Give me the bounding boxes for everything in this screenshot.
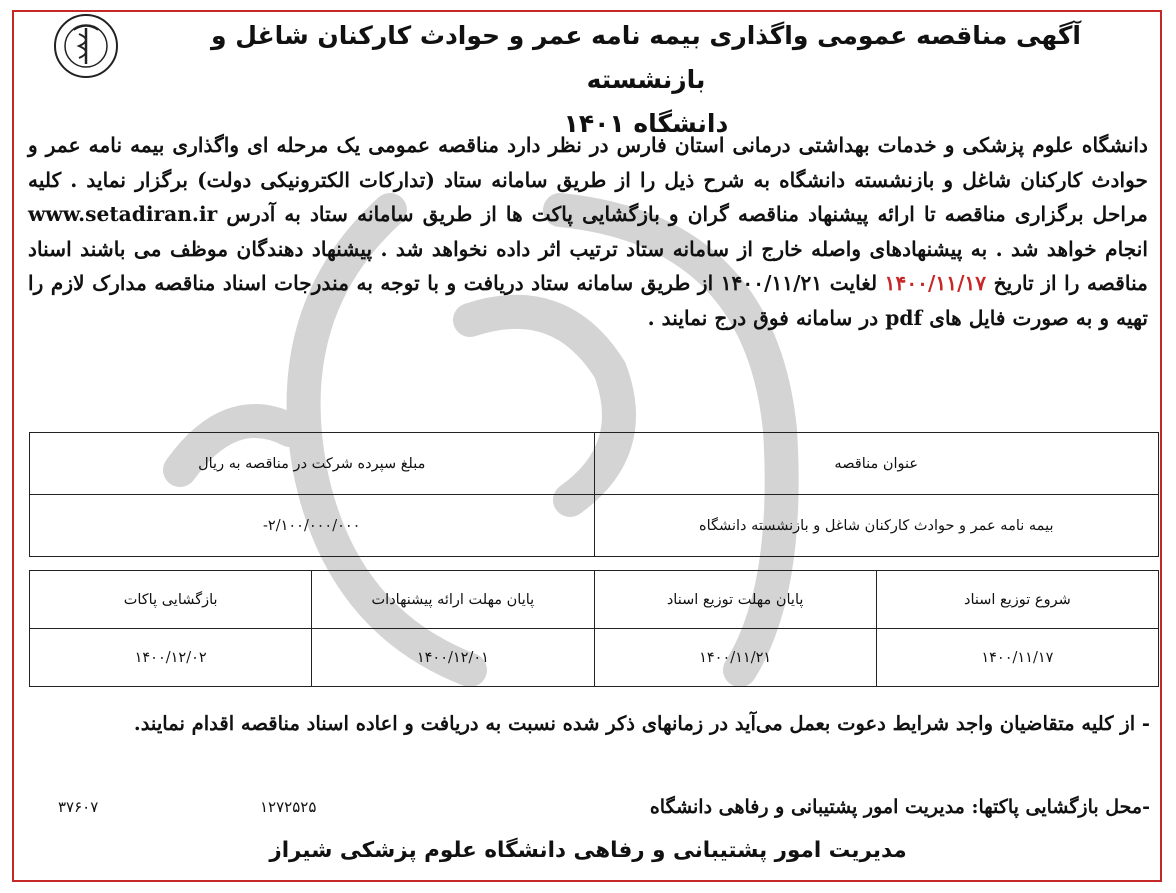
table-row (30, 629, 1159, 687)
table-cell: ۲/۱۰۰/۰۰۰/۰۰۰- (30, 495, 595, 557)
header-cell: پایان مهلت ارائه پیشنهادات (312, 571, 594, 629)
highlighted-date: ۱۴۰۰/۱۱/۱۷ (884, 271, 987, 295)
schedule-table (29, 570, 1159, 687)
table-cell: ۱۴۰۰/۱۱/۲۱ (594, 629, 876, 687)
header-cell: پایان مهلت توزیع اسناد (594, 571, 876, 629)
header-cell: بازگشایی پاکات (30, 571, 312, 629)
table-row (30, 433, 1159, 495)
opening-location: -محل بازگشایی پاکتها: مدیریت امور پشتیبانی و رفاهی دانشگاه (649, 796, 1150, 818)
notice-body (28, 128, 1148, 335)
university-seal-icon (52, 12, 120, 80)
signature-line: مدیریت امور پشتیبانی و رفاهی دانشگاه علوم پزشکی شیراز (269, 838, 907, 863)
table-row (30, 571, 1159, 629)
reference-code-1: ۱۲۷۲۵۲۵ (260, 798, 317, 816)
title-line-1: آگهی مناقصه عمومی واگذاری بیمه نامه عمر و حوادث کارکنان شاغل و بازنشسته (211, 21, 1081, 94)
header-cell: مبلغ سپرده شرکت در مناقصه به ریال (30, 433, 595, 495)
table-cell: بیمه نامه عمر و حوادث کارکنان شاغل و بازنشسته دانشگاه (594, 495, 1159, 557)
invitation-text: - از کلیه متقاضیان واجد شرایط دعوت بعمل می‌آید در زمانهای ذکر شده نسبت به دریافت و اعاده اسناد مناقصه اقدام نمایند. (133, 712, 1150, 735)
notice-title (196, 14, 1096, 146)
header-cell: شروع توزیع اسناد (876, 571, 1158, 629)
reference-code-2: ۳۷۶۰۷ (58, 798, 99, 816)
table-row (30, 495, 1159, 557)
header-cell: عنوان مناقصه (594, 433, 1159, 495)
body-part-2: لغایت ۱۴۰۰/۱۱/۲۱ از طریق سامانه ستاد دریافت و با توجه به مندرجات اسناد مناقصه مدارک لازم را تهیه و به صورت فایل های pdf در سامانه فوق درج نمایند . (28, 271, 1148, 330)
table-cell: ۱۴۰۰/۱۲/۰۱ (312, 629, 594, 687)
table-cell: ۱۴۰۰/۱۱/۱۷ (876, 629, 1158, 687)
opening-location-line (30, 789, 1150, 825)
body-part-1: دانشگاه علوم پزشکی و خدمات بهداشتی درمانی استان فارس در نظر دارد مناقصه عمومی یک مرحله ای واگذاری بیمه نامه عمر و حوادث کارکنان شاغل و بازنشسته دانشگاه به شرح ذیل را از طریق سامانه ستاد (تدارکات الکترونیکی دولت) برگزار نماید . کلیه مراحل برگزاری مناقصه تا ارائه پیشنهاد مناقصه گران و بازگشایی پاکت ها از طریق سامانه ستاد به آدرس www.setadiran.ir انجام خواهد شد . به پیشنهادهای واصله خارج از سامانه ستاد ترتیب اثر داده نخواهد شد . پیشنهاد دهندگان موظف می باشند اسناد مناقصه را از تاریخ (28, 133, 1148, 295)
title-line-2: دانشگاه ۱۴۰۱ (563, 109, 729, 138)
table-cell: ۱۴۰۰/۱۲/۰۲ (30, 629, 312, 687)
tender-table (29, 432, 1159, 557)
